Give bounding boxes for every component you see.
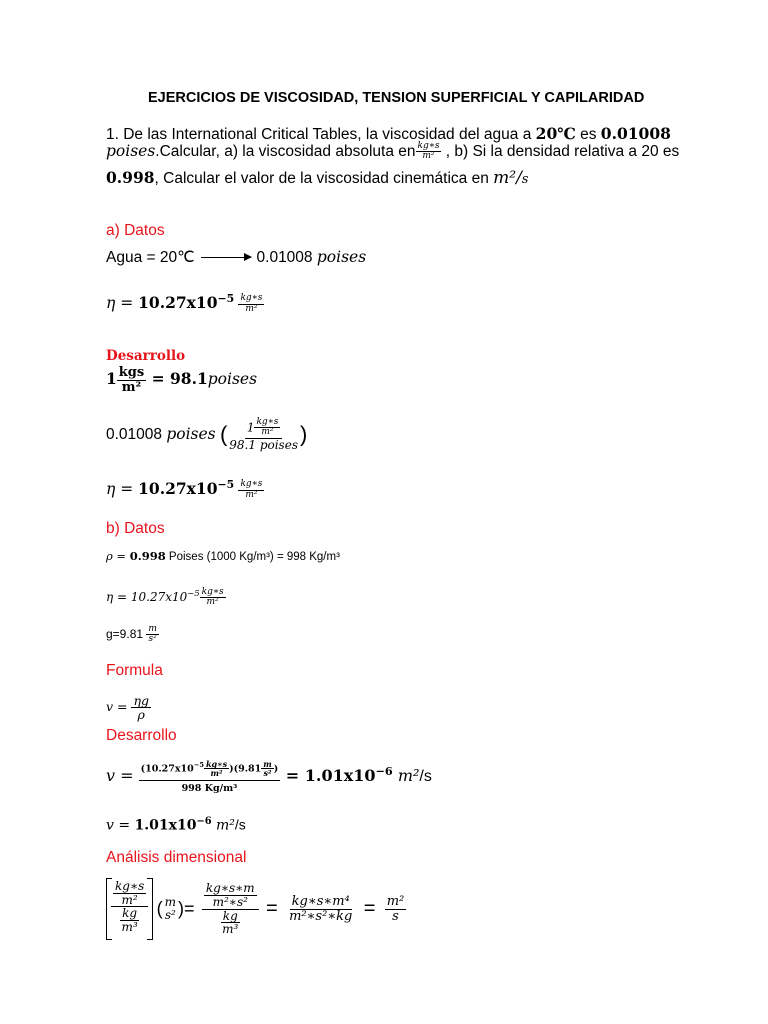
fraction-numerator: kg∗s: [205, 759, 228, 769]
agua-row: [106, 248, 366, 267]
fraction-numerator: kgs: [118, 365, 145, 380]
problem-line-1: [106, 124, 671, 144]
inner-fraction: [113, 880, 146, 906]
bracket-group: [106, 878, 153, 940]
heading-desarrollo-2: Desarrollo: [106, 727, 177, 744]
inner-fraction: [120, 907, 140, 933]
kinematic-exponent: −6: [375, 763, 393, 778]
inner-fraction: [204, 760, 229, 778]
equals-sign: =: [363, 897, 376, 920]
equals-sign: =: [184, 898, 195, 919]
eta-lhs: η =: [106, 480, 139, 499]
document-title: EJERCICIOS DE VISCOSIDAD, TENSION SUPERFICIAL Y CAPILARIDAD: [148, 90, 645, 106]
agua-unit: poises: [316, 248, 367, 266]
kinematic-value: = 1.01x10: [280, 766, 376, 786]
problem-value: 0.01008: [600, 124, 671, 143]
problem-unit-num: m²: [493, 168, 517, 188]
fraction-denominator: 98.1 poises: [229, 437, 298, 452]
eta-value: 10.27x10: [138, 293, 218, 313]
rho-lhs: ρ =: [106, 549, 130, 563]
agua-label: Agua = 20℃: [106, 249, 195, 266]
eta-exponent: −5: [217, 478, 235, 491]
fraction-denominator: 998 Kg/m³: [181, 782, 238, 794]
formula-equation: [106, 694, 151, 721]
conversion-product: 0.01008 poises ( 1 $\frac{kg∗s}{\text{m²}}$ 98.1 poises ): [106, 417, 308, 452]
fraction-denominator: m²∗s²∗kg: [289, 908, 353, 924]
problem-unit-den: s: [521, 172, 529, 187]
fraction-numerator: kg∗s: [115, 879, 145, 893]
eta-equation-result: [106, 478, 264, 500]
heading-desarrollo-1: Desarrollo: [106, 348, 186, 364]
rho-row: [106, 549, 340, 563]
step2-fraction: [202, 882, 259, 935]
result-unit: m²: [211, 817, 235, 834]
numerator-part: )(9.81: [229, 763, 262, 775]
fraction-numerator: m: [263, 759, 272, 769]
result-exponent: −6: [196, 816, 212, 827]
dimensional-analysis: $\frac{\frac{kg∗s}{\text{m²}}}{\frac{kg}{\text{m³}}}$ ( m s² )= $\frac{\frac{kg∗s∗m}{\text{m²∗s²}}}{\frac{kg}{\text{m³}}}$ = $\frac{\text{kg∗s∗m⁴}}{\text{m²∗s²∗kg}}$ = $\frac{\text{m²}}{s}$: [106, 878, 412, 940]
eq-unit: poises: [207, 370, 258, 389]
rho-rest: Poises (1000 Kg/m³) = 998 Kg/m³: [165, 551, 340, 563]
problem-text: .Calcular, a) la viscosidad absoluta en: [155, 143, 416, 161]
fraction-denominator: m³: [121, 919, 138, 934]
fraction-numerator: kg∗s: [417, 141, 440, 151]
result-value: 1.01x10: [134, 817, 197, 834]
kinematic-unit-tail: /s: [419, 768, 432, 786]
conversion-fraction: [117, 366, 146, 394]
kinematic-unit: m²: [392, 766, 420, 786]
fraction-denominator: s²: [164, 908, 176, 922]
product-fraction: [227, 418, 300, 451]
step3-fraction: [287, 895, 354, 923]
eta-value: 10.27x10: [138, 479, 218, 499]
agua-value: 0.01008: [256, 249, 313, 266]
inner-fraction: [254, 418, 280, 438]
gravity-fraction: [146, 625, 159, 645]
product-value: 0.01008: [106, 425, 163, 443]
heading-b-datos: b) Datos: [106, 520, 165, 537]
numerator-part: (10.27x10: [140, 763, 194, 775]
result-lhs: v =: [106, 817, 135, 834]
heading-formula: Formula: [106, 662, 163, 679]
eta-exponent: −5: [187, 588, 200, 599]
problem-fraction: [416, 142, 442, 162]
heading-a-datos: a) Datos: [106, 222, 165, 239]
kinematic-equation: [106, 760, 432, 794]
problem-text: , Calcular el valor de la viscosidad cinemática en: [154, 170, 494, 187]
inner-fraction: [220, 910, 240, 936]
fraction-denominator: ρ: [137, 707, 145, 723]
problem-line-3: 0.998, Calcular el valor de la viscosidad cinemática en m²/s: [106, 168, 529, 188]
inner-fraction: [261, 760, 273, 778]
kinematic-result: [106, 816, 246, 834]
fraction-numerator: kg∗s∗m: [205, 881, 255, 896]
numerator-part: ): [273, 763, 279, 775]
fraction-denominator: m²: [245, 303, 258, 314]
fraction-numerator: kg: [122, 906, 138, 921]
bracket-fraction: [111, 880, 148, 933]
fraction-numerator: kg∗s: [240, 293, 263, 304]
fraction-denominator: m²: [261, 427, 274, 438]
eta-equation-a: [106, 292, 264, 314]
fraction-denominator: m³: [222, 922, 239, 937]
eta-fraction: [238, 294, 264, 314]
fraction-numerator: m: [148, 624, 157, 634]
inner-fraction: [204, 882, 257, 908]
fraction-numerator: m: [164, 895, 177, 910]
product-unit: poises: [166, 424, 216, 443]
fraction-numerator: kg∗s: [256, 417, 279, 427]
fraction-denominator: m²∗s²: [212, 894, 248, 909]
problem-unit: poises: [106, 142, 156, 161]
fraction-numerator: kg∗s: [240, 479, 263, 490]
step4-fraction: [385, 895, 407, 923]
heading-analisis: Análisis dimensional: [106, 849, 247, 866]
fraction-denominator: m²: [210, 768, 223, 779]
rho-value: 0.998: [129, 549, 166, 563]
eq-number: 1: [106, 369, 117, 389]
fraction-denominator: s²: [263, 768, 272, 779]
fraction-denominator: m²: [422, 151, 435, 162]
eta-row-b: [106, 588, 226, 608]
problem-text: 1. De las International Critical Tables, la viscosidad del agua a: [106, 126, 536, 143]
conversion-equation: [106, 366, 257, 394]
fraction-numerator: ηg: [133, 693, 149, 708]
fraction-denominator: m²: [121, 892, 138, 907]
eq-rhs: = 98.1: [146, 369, 208, 389]
kinematic-lhs: v =: [106, 766, 139, 786]
arrow-right-icon: [201, 257, 251, 258]
fraction-numerator: kg∗s: [201, 587, 224, 597]
eta-fraction: [238, 480, 264, 500]
fraction-denominator: m²: [121, 379, 142, 395]
formula-lhs: v =: [106, 698, 132, 714]
result-unit-tail: /s: [234, 816, 246, 833]
problem-temp: 20℃: [535, 124, 576, 143]
eta-fraction: [200, 588, 226, 608]
problem-text: , b) Si la densidad relativa a 20 es: [441, 143, 680, 161]
numerator-exponent: −5: [193, 761, 204, 770]
eta-exponent: −5: [217, 292, 235, 305]
eta-lhs: η =: [106, 294, 139, 313]
kinematic-fraction: [139, 760, 281, 794]
gravity-row: [106, 625, 159, 645]
fraction-numerator: kg: [222, 908, 238, 923]
gravity-label: g=9.81: [106, 627, 147, 642]
formula-fraction: [131, 694, 151, 721]
fraction-denominator: s: [392, 908, 399, 924]
eta-lhs: η = 10.27x10: [106, 590, 188, 605]
problem-text: es: [575, 126, 601, 143]
fraction-numerator: m²: [386, 893, 405, 909]
fraction-numerator: kg∗s∗m⁴: [291, 893, 350, 909]
fraction-denominator: m²: [245, 489, 258, 500]
fraction-denominator: s²: [148, 634, 157, 645]
problem-value: 0.998: [106, 168, 155, 187]
fraction-denominator: m²: [206, 597, 219, 608]
paren-fraction: [163, 896, 178, 921]
inner-number: 1: [246, 420, 255, 435]
equals-sign: =: [266, 897, 278, 920]
problem-line-2: [106, 142, 679, 162]
